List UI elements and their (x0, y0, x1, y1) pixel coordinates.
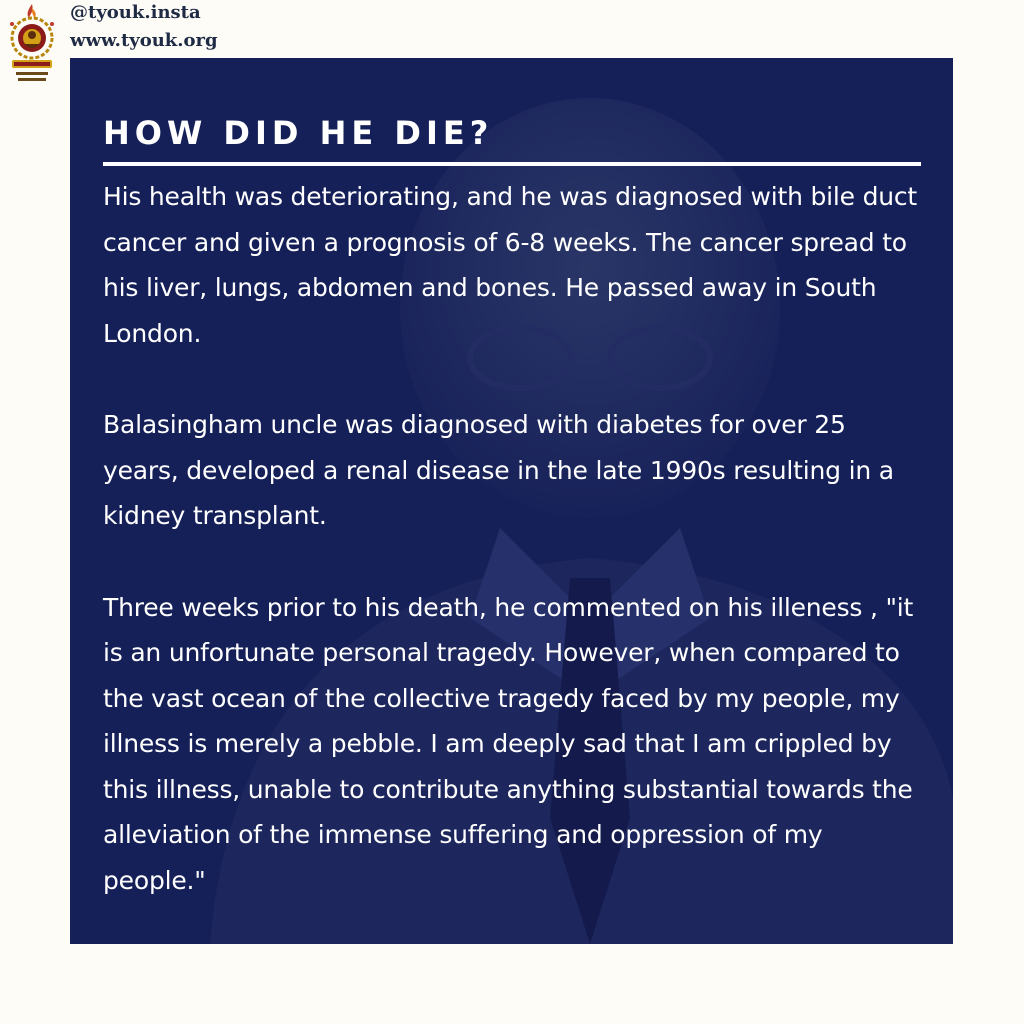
emblem-logo (4, 2, 60, 84)
website-url: www.tyouk.org (70, 30, 218, 51)
instagram-handle: @tyouk.insta (70, 2, 201, 23)
panel-content (103, 110, 923, 903)
paragraph-diabetes: Balasingham uncle was diagnosed with diabetes for over 25 years, developed a renal disease in the late 1990s resulting in a kidney transplant. (103, 410, 894, 530)
title-underline (103, 162, 921, 166)
info-panel (70, 58, 953, 944)
paragraph-health: His health was deteriorating, and he was diagnosed with bile duct cancer and given a prognosis of 6-8 weeks. The cancer spread to his liver, lungs, abdomen and bones. He passed away in South London. (103, 182, 918, 348)
panel-title: HOW DID HE DIE? (103, 114, 494, 152)
paragraph-quote: Three weeks prior to his death, he commented on his illeness , "it is an unfortunate personal tragedy. However, when compared to the vast ocean of the collective tragedy faced by my people, my illness is merely a pebble. I am deeply sad that I am crippled by this illness, unable to contribute anything substantial towards the alleviation of the immense suffering and oppression of my people." (103, 592, 914, 895)
